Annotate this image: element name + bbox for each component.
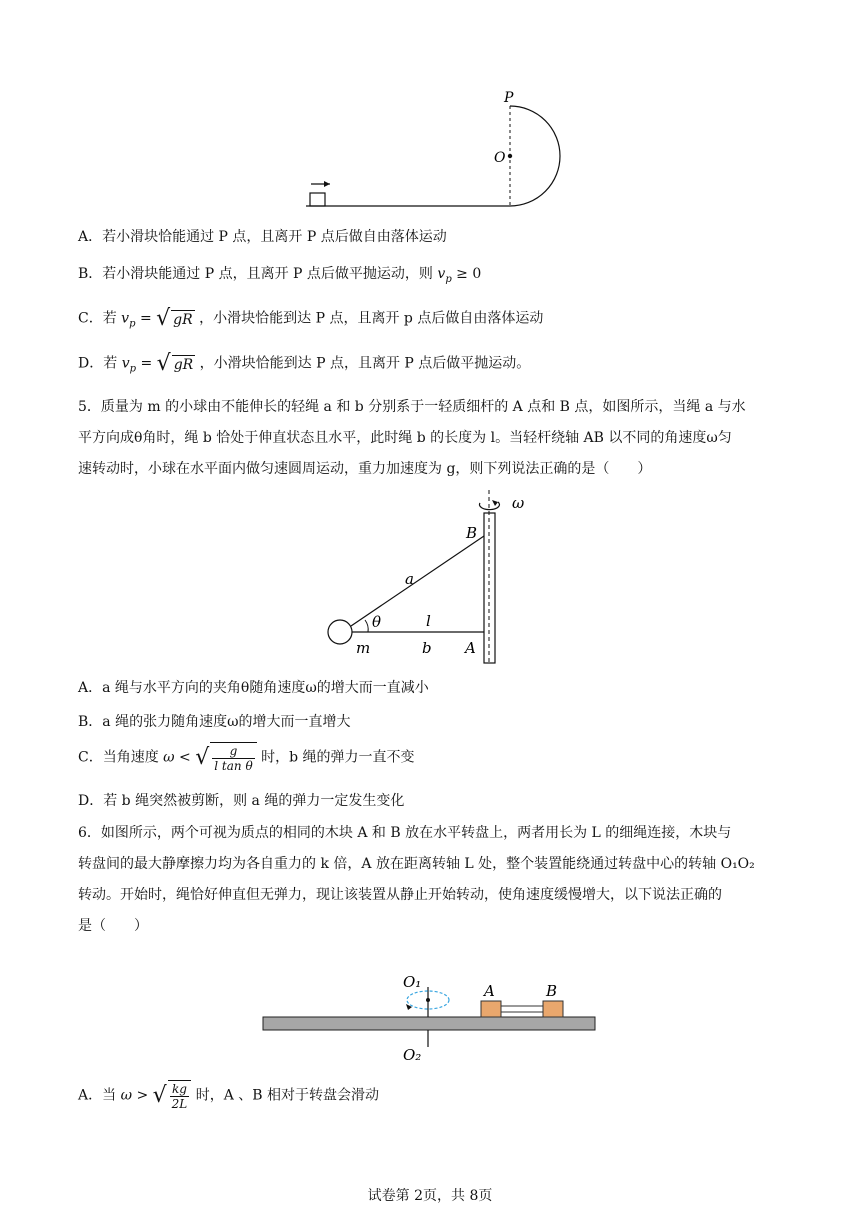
- q5-option-c-radical-icon: √: [195, 745, 210, 770]
- q4-option-c-radical-icon: √: [156, 306, 171, 331]
- label-theta: θ: [372, 613, 382, 631]
- q4-option-b-v: v: [437, 266, 446, 282]
- q4-option-d: [78, 351, 530, 376]
- q4-option-c-v: v: [121, 310, 130, 327]
- q5-option-c-suffix: 时，b 绳的弹力一直不变: [261, 749, 415, 766]
- q6-option-a-radical-icon: √: [152, 1083, 167, 1108]
- q5-option-c-omega: ω <: [163, 749, 191, 766]
- q6-option-a: [78, 1080, 379, 1111]
- q6-option-a-fraction: [170, 1082, 190, 1111]
- page-footer: 试卷第 2页，共 8页: [367, 1188, 493, 1204]
- q6-option-a-denominator: 2L: [171, 1097, 188, 1111]
- q4-option-c: [78, 306, 543, 331]
- q5-option-b: B．a 绳的张力随角速度ω的增大而一直增大: [78, 714, 351, 730]
- semicircle-track: [510, 106, 560, 206]
- center-point-O: [508, 154, 512, 158]
- label-A-block: A: [484, 982, 495, 1000]
- q4-option-b-sub: p: [445, 273, 452, 285]
- label-A: A: [465, 639, 476, 657]
- label-O2: O₂: [403, 1046, 422, 1064]
- q5-option-c-fraction: [212, 744, 254, 773]
- q4-option-d-sub: p: [129, 363, 137, 375]
- q4-option-d-v: v: [121, 355, 130, 372]
- label-b: b: [422, 639, 432, 657]
- rope-a: [351, 536, 484, 626]
- q4-option-c-suffix: ，小滑块恰能到达 P 点，且离开 p 点后做自由落体运动: [199, 310, 544, 327]
- q6-option-a-numerator: kg: [170, 1082, 190, 1097]
- label-omega: ω: [512, 494, 525, 512]
- theta-arc: [365, 620, 368, 632]
- q5-option-c-denominator: l tan θ: [214, 759, 253, 773]
- label-l: l: [426, 612, 431, 630]
- q5-option-c-prefix: C．当角速度: [78, 749, 159, 766]
- q6-stem-line: 转动。开始时，绳恰好伸直但无弹力，现让该装置从静止开始转动，使角速度缓慢增大，以下说法正确的: [78, 887, 722, 903]
- q4-option-b-tail: ≥ 0: [451, 266, 482, 282]
- q5-option-c: [78, 742, 415, 773]
- axis-dot: [426, 998, 430, 1002]
- q6-option-a-omega: ω >: [120, 1087, 149, 1104]
- label-B-block: B: [546, 982, 558, 1000]
- q5-option-a: A．a 绳与水平方向的夹角θ随角速度ω的增大而一直减小: [78, 680, 429, 696]
- block-B: [543, 1001, 563, 1017]
- label-O1: O₁: [403, 973, 422, 991]
- q4-option-d-eq: =: [136, 355, 157, 372]
- q5-stem-line: 5．质量为 m 的小球由不能伸长的轻绳 a 和 b 分别系于一轻质细杆的 A 点和 B 点，如图所示，当绳 a 与水: [78, 399, 746, 415]
- slider-block: [310, 193, 325, 206]
- q4-option-c-sub: p: [129, 318, 136, 330]
- q4-option-c-radicand: gR: [173, 311, 193, 328]
- turntable-plate: [263, 1017, 595, 1030]
- q6-option-a-suffix: 时，A 、B 相对于转盘会滑动: [195, 1087, 380, 1104]
- figure-turntable: [0, 965, 860, 1075]
- q4-option-d-suffix: ，小滑块恰能到达 P 点，且离开 P 点后做平抛运动。: [199, 355, 531, 372]
- figure-rod-ropes: [0, 490, 860, 690]
- label-m: m: [356, 639, 371, 657]
- q6-stem: [78, 818, 788, 942]
- q4-option-b-text: B．若小滑块能通过 P 点，且离开 P 点后做平抛运动，则: [78, 266, 433, 282]
- q4-option-b: [78, 263, 481, 285]
- q5-option-c-numerator: g: [212, 744, 254, 759]
- q6-option-a-prefix: A．当: [78, 1087, 117, 1104]
- ball-m: [328, 620, 352, 644]
- q4-option-d-radical-icon: √: [156, 351, 171, 376]
- q4-option-c-eq: =: [135, 310, 157, 327]
- q6-stem-line: 6．如图所示，两个可视为质点的相同的木块 A 和 B 放在水平转盘上，两者用长为 L 的细绳连接，木块与: [78, 825, 732, 841]
- q6-stem-line: 是（ ）: [78, 918, 148, 934]
- q4-option-a: A．若小滑块恰能通过 P 点，且离开 P 点后做自由落体运动: [78, 229, 447, 245]
- label-a: a: [405, 570, 414, 588]
- q6-stem-line: 转盘间的最大静摩擦力均为各自重力的 k 倍，A 放在距离转轴 L 处，整个装置能绕通过转盘中心的转轴 O₁O₂: [78, 856, 755, 872]
- q4-option-d-prefix: D．若: [78, 355, 118, 372]
- label-P: P: [504, 90, 514, 106]
- q4-option-c-prefix: C．若: [78, 310, 117, 327]
- label-B: B: [466, 524, 478, 542]
- omega-arrowhead: [492, 500, 498, 506]
- q5-stem-line: 平方向成θ角时，绳 b 恰处于伸直状态且水平，此时绳 b 的长度为 l。当轻杆绕轴 AB 以不同的角速度ω匀: [78, 430, 732, 446]
- q5-stem: [78, 392, 788, 485]
- q4-option-d-radicand: gR: [173, 356, 194, 373]
- q5-option-d: D．若 b 绳突然被剪断，则 a 绳的弹力一定发生变化: [78, 793, 405, 809]
- q5-stem-line: 速转动时，小球在水平面内做匀速圆周运动，重力加速度为 g，则下列说法正确的是（ ）: [78, 461, 652, 477]
- figure-track-semicircle: [0, 0, 860, 220]
- velocity-arrowhead: [324, 181, 330, 187]
- block-A: [481, 1001, 501, 1017]
- label-O: O: [494, 150, 506, 166]
